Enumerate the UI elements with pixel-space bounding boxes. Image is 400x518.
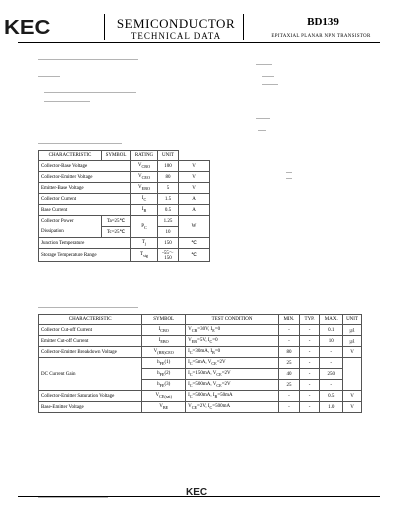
unit: V xyxy=(179,183,210,194)
characteristic: DC Current Gain xyxy=(39,358,142,391)
symbol: $V_{CEO}$ xyxy=(131,172,158,183)
col-symbol: SYMBOL xyxy=(102,151,131,161)
symbol: $I_{EBO}$ xyxy=(142,336,186,347)
max: 250 xyxy=(320,369,343,380)
table-row xyxy=(39,391,362,402)
symbol: $P_C$ xyxy=(131,216,158,238)
max: - xyxy=(320,358,343,369)
characteristic: Collector Power Dissipation xyxy=(39,216,102,238)
max-ratings-table xyxy=(38,150,210,262)
typ: - xyxy=(299,347,320,358)
rating: 80 xyxy=(158,172,179,183)
faint-text-line xyxy=(38,497,108,498)
characteristic: Collector-Emitter Breakdown Voltage xyxy=(39,347,142,358)
faint-text-line xyxy=(256,118,270,119)
min: 40 xyxy=(279,369,300,380)
rating: 1.25 xyxy=(158,216,179,227)
characteristic: Collector-Base Voltage xyxy=(39,161,131,172)
max: 0.5 xyxy=(320,391,343,402)
typ: - xyxy=(299,391,320,402)
characteristic: Emitter-Base Voltage xyxy=(39,183,131,194)
symbol: $V_{BE}$ xyxy=(142,402,186,413)
typ: - xyxy=(299,380,320,391)
unit: ℃ xyxy=(179,249,210,262)
part-number: BD139 xyxy=(307,16,339,28)
min: - xyxy=(279,336,300,347)
test-condition: $I_C=500mA$, $V_{CE}=2V$ xyxy=(186,380,279,391)
unit: A xyxy=(179,194,210,205)
characteristic: Collector-Emitter Voltage xyxy=(39,172,131,183)
min: 25 xyxy=(279,358,300,369)
faint-text-line xyxy=(262,84,278,85)
test-condition: $V_{CB}=30V$, $I_E=0$ xyxy=(186,325,279,336)
table-row xyxy=(39,161,210,172)
faint-text-line xyxy=(44,92,136,93)
col-symbol: SYMBOL xyxy=(142,315,186,325)
symbol: $V_{CBO}$ xyxy=(131,161,158,172)
part-description: EPITAXIAL PLANAR NPN TRANSISTOR xyxy=(271,34,371,39)
typ: - xyxy=(299,358,320,369)
faint-text-line xyxy=(38,59,138,60)
min: 25 xyxy=(279,380,300,391)
typ: - xyxy=(299,336,320,347)
min: - xyxy=(279,391,300,402)
unit xyxy=(343,358,362,391)
unit: V xyxy=(343,402,362,413)
table-row xyxy=(39,402,362,413)
unit: V xyxy=(343,347,362,358)
characteristic: Collector Cut-off Current xyxy=(39,325,142,336)
typ: - xyxy=(299,402,320,413)
unit: ㎂ xyxy=(343,336,362,347)
header-divider-left xyxy=(104,14,105,40)
symbol: $I_B$ xyxy=(131,205,158,216)
characteristic: Storage Temperature Range xyxy=(39,249,131,262)
faint-text-line xyxy=(256,64,272,65)
table-row xyxy=(39,249,210,262)
col-test-condition: TEST CONDITION xyxy=(186,315,279,325)
symbol: $V_{EBO}$ xyxy=(131,183,158,194)
symbol: $h_{FE}(2)$ xyxy=(142,369,186,380)
table-row xyxy=(39,183,210,194)
rating: -55～150 xyxy=(158,249,179,262)
condition: Tc=25℃ xyxy=(102,227,131,238)
min: 80 xyxy=(279,347,300,358)
header-rule xyxy=(18,42,380,43)
table-row xyxy=(39,194,210,205)
max: 1.0 xyxy=(320,402,343,413)
symbol: $T_{stg}$ xyxy=(131,249,158,262)
table-row xyxy=(39,347,362,358)
rating: 150 xyxy=(158,238,179,249)
rating: 0.5 xyxy=(158,205,179,216)
symbol: $T_j$ xyxy=(131,238,158,249)
test-condition: $I_C=500mA$, $I_B=50mA$ xyxy=(186,391,279,402)
col-unit: UNIT xyxy=(343,315,362,325)
rating: 1.5 xyxy=(158,194,179,205)
characteristic: Junction Temperature xyxy=(39,238,131,249)
unit: ㎂ xyxy=(343,325,362,336)
typ: - xyxy=(299,369,320,380)
footer-kec-logo: KEC xyxy=(186,487,208,498)
col-typ: TYP. xyxy=(299,315,320,325)
faint-text-line xyxy=(286,178,292,179)
unit: W xyxy=(179,216,210,238)
electrical-characteristics-table xyxy=(38,314,362,413)
col-characteristic: CHARACTERISTIC xyxy=(39,315,142,325)
faint-text-line xyxy=(38,76,60,77)
symbol: $I_C$ xyxy=(131,194,158,205)
symbol: $V_{(BR)CEO}$ xyxy=(142,347,186,358)
max: - xyxy=(320,347,343,358)
rating: 10 xyxy=(158,227,179,238)
col-characteristic: CHARACTERISTIC xyxy=(39,151,102,161)
characteristic: Collector Current xyxy=(39,194,131,205)
kec-logo: KEC xyxy=(4,17,51,39)
symbol: $h_{FE}(3)$ xyxy=(142,380,186,391)
table-row xyxy=(39,216,210,227)
symbol: $V_{CE(sat)}$ xyxy=(142,391,186,402)
faint-text-line xyxy=(286,172,292,173)
col-rating: RATING xyxy=(131,151,158,161)
characteristic: Base-Emitter Voltage xyxy=(39,402,142,413)
col-min: MIN. xyxy=(279,315,300,325)
table-row xyxy=(39,238,210,249)
unit: V xyxy=(179,172,210,183)
unit: ℃ xyxy=(179,238,210,249)
col-unit: UNIT xyxy=(158,151,179,161)
condition: Ta=25℃ xyxy=(102,216,131,227)
characteristic: Emitter Cut-off Current xyxy=(39,336,142,347)
symbol: $I_{CBO}$ xyxy=(142,325,186,336)
rating: 100 xyxy=(158,161,179,172)
test-condition: $I_C=150mA$, $V_{CE}=2V$ xyxy=(186,369,279,380)
table-row xyxy=(39,172,210,183)
min: - xyxy=(279,402,300,413)
header-title: SEMICONDUCTOR xyxy=(116,16,236,31)
faint-text-line xyxy=(38,307,138,308)
faint-text-line xyxy=(44,101,90,102)
typ: - xyxy=(299,325,320,336)
characteristic: Base Current xyxy=(39,205,131,216)
max: 0.1 xyxy=(320,325,343,336)
test-condition: $V_{EB}=5V$, $I_C=0$ xyxy=(186,336,279,347)
header-divider-right xyxy=(243,14,244,40)
max: 10 xyxy=(320,336,343,347)
table-row xyxy=(39,358,362,369)
table-row xyxy=(39,205,210,216)
symbol: $h_{FE}(1)$ xyxy=(142,358,186,369)
rating: 5 xyxy=(158,183,179,194)
test-condition: $I_C=30mA$, $I_B=0$ xyxy=(186,347,279,358)
faint-text-line xyxy=(258,130,266,131)
table-row xyxy=(39,325,362,336)
characteristic: Collector-Emitter Saturation Voltage xyxy=(39,391,142,402)
unit: V xyxy=(179,161,210,172)
test-condition: $I_C=5mA$, $V_{CE}=2V$ xyxy=(186,358,279,369)
unit: V xyxy=(343,391,362,402)
faint-text-line xyxy=(262,76,274,77)
table-row xyxy=(39,336,362,347)
header-subtitle: TECHNICAL DATA xyxy=(130,31,222,41)
test-condition: $V_{CE}=2V$, $I_C=500mA$ xyxy=(186,402,279,413)
faint-text-line xyxy=(38,143,122,144)
max: - xyxy=(320,380,343,391)
col-max: MAX. xyxy=(320,315,343,325)
unit: A xyxy=(179,205,210,216)
min: - xyxy=(279,325,300,336)
